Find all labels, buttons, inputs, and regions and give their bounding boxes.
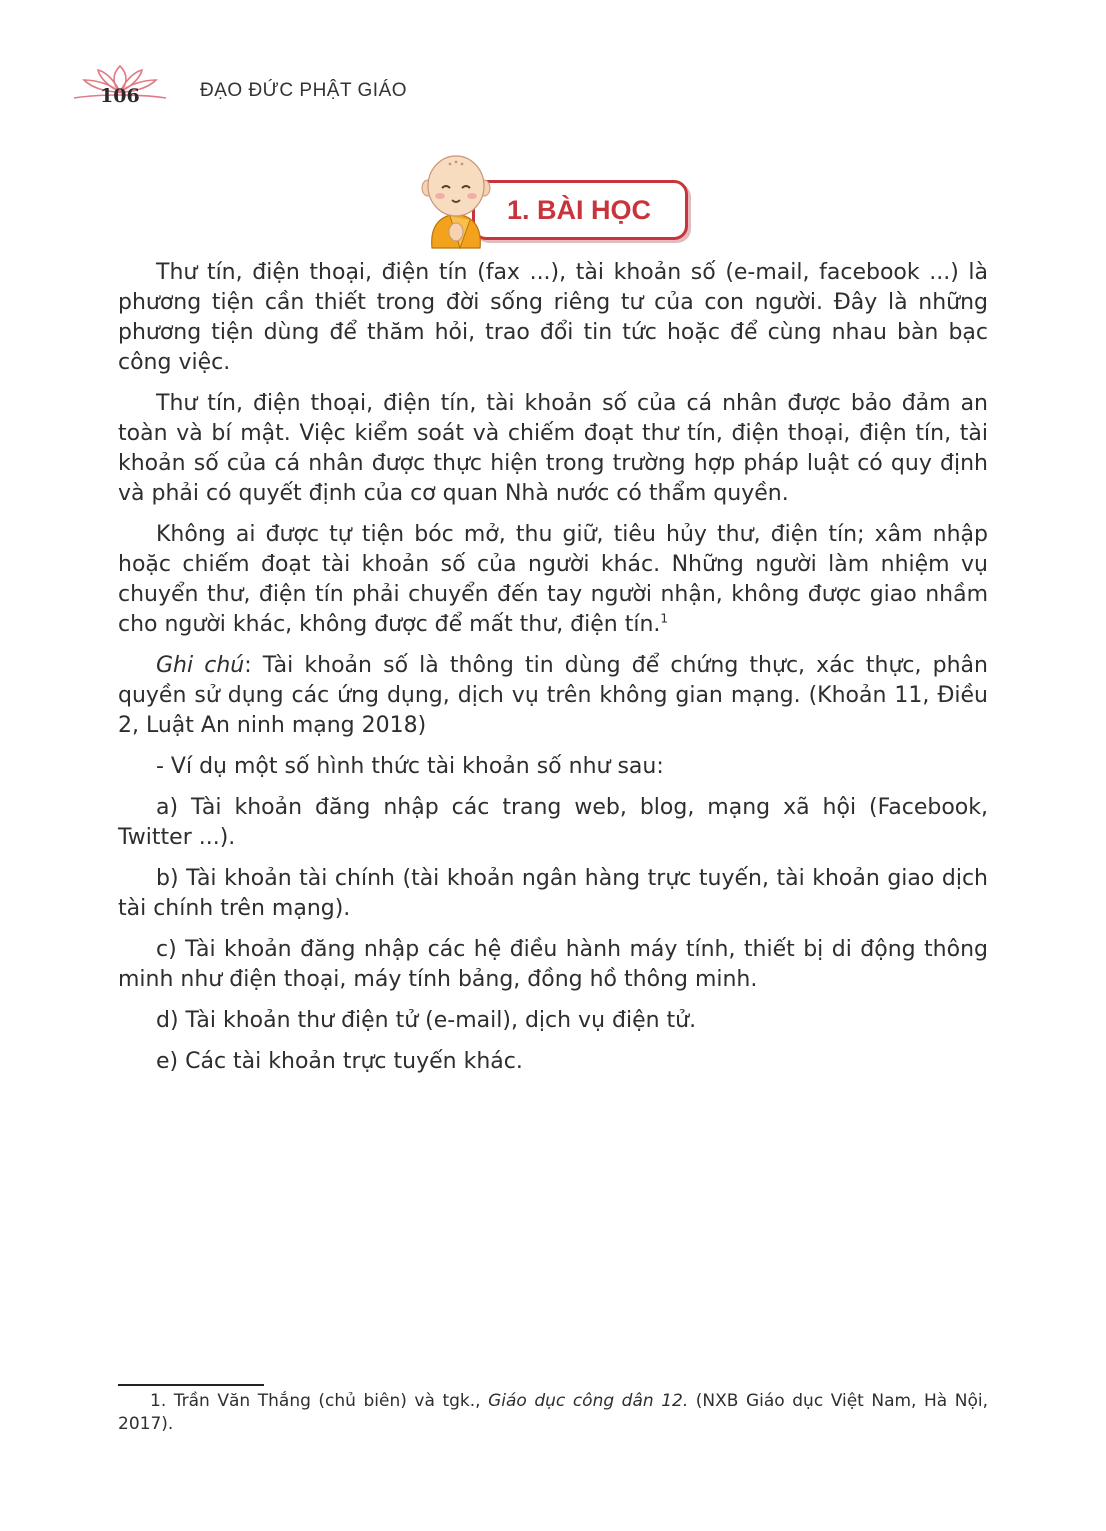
footnote bbox=[118, 1390, 988, 1436]
example-item-c: c) Tài khoản đăng nhập các hệ điều hành máy tính, thiết bị di động thông minh như điện thoại, máy tính bảng, đồng hồ thông minh. bbox=[118, 937, 988, 992]
body-paragraph-1: Thư tín, điện thoại, điện tín (fax ...), tài khoản số (e-mail, facebook ...) là phương tiện cần thiết trong đời sống riêng tư của con người. Đây là những phương tiện dùng để thăm hỏi, trao đổi tin tức hoặc để cùng nhau bàn bạc công việc. bbox=[118, 260, 988, 375]
note-paragraph bbox=[118, 651, 988, 741]
body-paragraph-3-text: Không ai được tự tiện bóc mở, thu giữ, tiêu hủy thư, điện tín; xâm nhập hoặc chiếm đoạt tài khoản số của người khác. Những người làm nhiệm vụ chuyển thư, điện tín phải chuyển đến tay người nhận, không được giao nhầm cho người khác, không được để mất thư, điện tín. bbox=[118, 522, 988, 637]
book-title: ĐẠO ĐỨC PHẬT GIÁO bbox=[200, 80, 408, 101]
section-title-box bbox=[472, 180, 688, 240]
section-heading bbox=[420, 150, 690, 255]
footnote-prefix: 1. Trần Văn Thắng (chủ biên) và tgk., bbox=[150, 1391, 489, 1411]
example-item-a: a) Tài khoản đăng nhập các trang web, blog, mạng xã hội (Facebook, Twitter ...). bbox=[118, 795, 988, 850]
note-text: : Tài khoản số là thông tin dùng để chứng thực, xác thực, phân quyền sử dụng các ứng dụng, dịch vụ trên không gian mạng. (Khoản 11, Điều 2, Luật An ninh mạng 2018) bbox=[118, 653, 988, 738]
footnote-suffix: (NXB Giáo dục Việt Nam, Hà Nội, 2017). bbox=[118, 1391, 988, 1434]
section-title: 1. BÀI HỌC bbox=[507, 195, 652, 225]
footnote-book-title: Giáo dục công dân 12. bbox=[488, 1391, 689, 1411]
page-header bbox=[70, 62, 470, 112]
note-label: Ghi chú bbox=[156, 653, 245, 678]
example-item-e: e) Các tài khoản trực tuyến khác. bbox=[156, 1049, 523, 1074]
footnote-divider bbox=[118, 1384, 264, 1386]
examples-intro: - Ví dụ một số hình thức tài khoản số như sau: bbox=[156, 754, 664, 779]
lesson-body bbox=[118, 258, 988, 1088]
page-number: 106 bbox=[100, 85, 140, 107]
example-item-d: d) Tài khoản thư điện tử (e-mail), dịch vụ điện tử. bbox=[156, 1008, 697, 1033]
monk-mascot-icon bbox=[420, 150, 492, 250]
body-paragraph-3 bbox=[118, 520, 988, 640]
footnote-reference: 1 bbox=[660, 611, 669, 626]
example-item-b: b) Tài khoản tài chính (tài khoản ngân hàng trực tuyến, tài khoản giao dịch tài chính trên mạng). bbox=[118, 866, 988, 921]
body-paragraph-2: Thư tín, điện thoại, điện tín, tài khoản số của cá nhân được bảo đảm an toàn và bí mật. Việc kiểm soát và chiếm đoạt thư tín, điện thoại, điện tín, tài khoản số của cá nhân được thực hiện trong trường hợp pháp luật có quy định và phải có quyết định của cơ quan Nhà nước có thẩm quyền. bbox=[118, 391, 988, 506]
